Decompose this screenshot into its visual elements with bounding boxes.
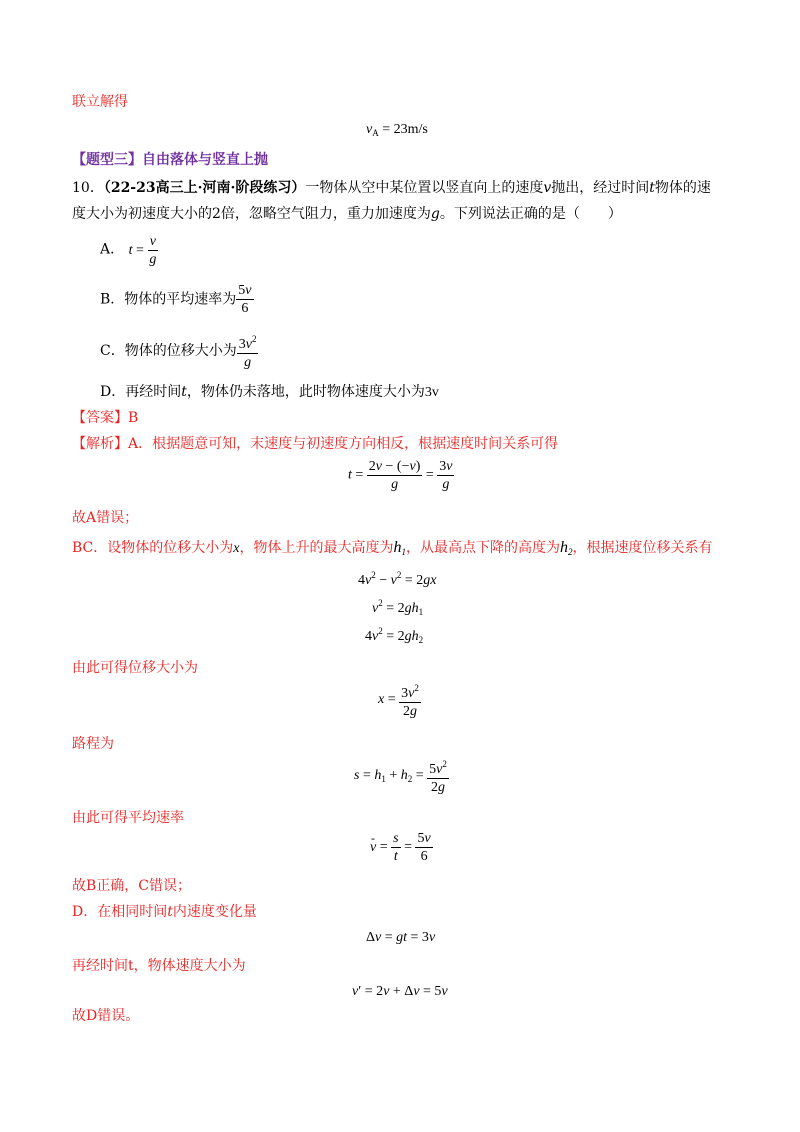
equation-final-velocity: v′ = 2v + Δv = 5v bbox=[352, 984, 448, 999]
question-var-v: v bbox=[543, 180, 552, 196]
equation-velocity-displacement: $4v^2 - v^2 = 2gx$ bbox=[358, 570, 437, 588]
equation-va: $v_A = 23m/s$ bbox=[366, 122, 428, 138]
average-speed-text: 由此可得平均速率 bbox=[72, 810, 184, 826]
d-text-2: 内速度变化量 bbox=[172, 904, 257, 920]
bc-text-1: BC．设物体的位移大小为 bbox=[72, 540, 234, 556]
equation-average-speed: - v = $\frac{s}{t}$ = $\frac{5v}{6}$ bbox=[370, 830, 433, 865]
question-text-3: 物体的速 bbox=[654, 180, 711, 196]
displacement-text: 由此可得位移大小为 bbox=[72, 660, 198, 676]
question-line-2-end: 。下列说法正确的是（ ） bbox=[439, 206, 622, 222]
option-a-label: A． bbox=[100, 241, 125, 258]
question-text-2: 抛出，经过时间 bbox=[551, 180, 650, 196]
option-a-formula: t = $\frac{v}{g}$ bbox=[128, 234, 157, 267]
question-number: 10． bbox=[72, 180, 104, 196]
d-text-1: D．在相同时间 bbox=[72, 904, 168, 920]
question-var-g: g bbox=[430, 206, 440, 222]
option-c-formula: $\frac{3v^2}{g}$ bbox=[237, 331, 259, 371]
option-d-value: 3v bbox=[424, 385, 439, 400]
bc-var-x: x bbox=[233, 541, 240, 556]
question-line-2 bbox=[72, 204, 622, 224]
option-d-text-2: ，物体仍未落地，此时物体速度大小为 bbox=[186, 384, 425, 400]
a-wrong-text: 故A错误； bbox=[72, 510, 139, 526]
bc-text-4: ，根据速度位移关系有 bbox=[572, 540, 713, 556]
question-var-t: t bbox=[649, 180, 655, 196]
bc-text-2: ，物体上升的最大高度为 bbox=[239, 540, 394, 556]
question-text-1: 一物体从空中某位置以竖直向上的速度 bbox=[305, 180, 544, 196]
equation-path: $s = h_1 + h_2$ = $\frac{5v^2}{2g}$ bbox=[354, 756, 449, 796]
option-d-var-t: t bbox=[181, 384, 187, 400]
option-d bbox=[100, 382, 439, 403]
question-source: （22-23高三上·河南·阶段练习） bbox=[103, 180, 306, 196]
option-b-formula: $\frac{5v}{6}$ bbox=[238, 283, 252, 316]
path-text: 路程为 bbox=[72, 736, 114, 752]
option-c bbox=[100, 331, 258, 371]
equation-time: t = $\frac{2v - (-v)}{g}$ = $\frac{3v}{g}$ bbox=[348, 459, 453, 492]
bc-var-h1: $h_1$ bbox=[393, 539, 406, 557]
d-analysis-line bbox=[72, 902, 257, 922]
question-line-1 bbox=[72, 178, 711, 198]
d-var-t: t bbox=[167, 904, 173, 920]
d-wrong-text: 故D错误。 bbox=[72, 1008, 140, 1024]
equation-velocity-change: Δv = gt = 3v bbox=[366, 930, 436, 945]
question-line-2-text: 度大小为初速度大小的2倍，忽略空气阻力，重力加速度为 bbox=[72, 206, 431, 222]
equation-fall-height: $4v^2 = 2gh_2$ bbox=[365, 626, 424, 645]
section-title: 【题型三】自由落体与竖直上抛 bbox=[72, 152, 268, 168]
d-again-text: 再经时间t，物体速度大小为 bbox=[72, 958, 246, 974]
answer-label: 【答案】B bbox=[72, 410, 139, 426]
option-c-text: C．物体的位移大小为 bbox=[100, 343, 237, 359]
option-b bbox=[100, 282, 254, 317]
analysis-a-text: 【解析】A．根据题意可知，末速度与初速度方向相反，根据速度时间关系可得 bbox=[72, 436, 559, 452]
bc-conclusion-text: 故B正确，C错误； bbox=[72, 878, 191, 894]
bc-var-h2: $h_2$ bbox=[559, 539, 573, 557]
equation-displacement: x = $\frac{3v^2}{2g}$ bbox=[378, 680, 421, 720]
equation-rise-height: $v^2 = 2gh_1$ bbox=[372, 598, 424, 617]
bc-analysis-line bbox=[72, 538, 712, 562]
option-d-text-1: D．再经时间 bbox=[100, 384, 182, 400]
solve-jointly-text: 联立解得 bbox=[72, 94, 128, 110]
bc-text-3: ，从最高点下降的高度为 bbox=[405, 540, 560, 556]
option-a bbox=[100, 233, 158, 268]
option-b-text: B．物体的平均速率为 bbox=[100, 291, 237, 308]
